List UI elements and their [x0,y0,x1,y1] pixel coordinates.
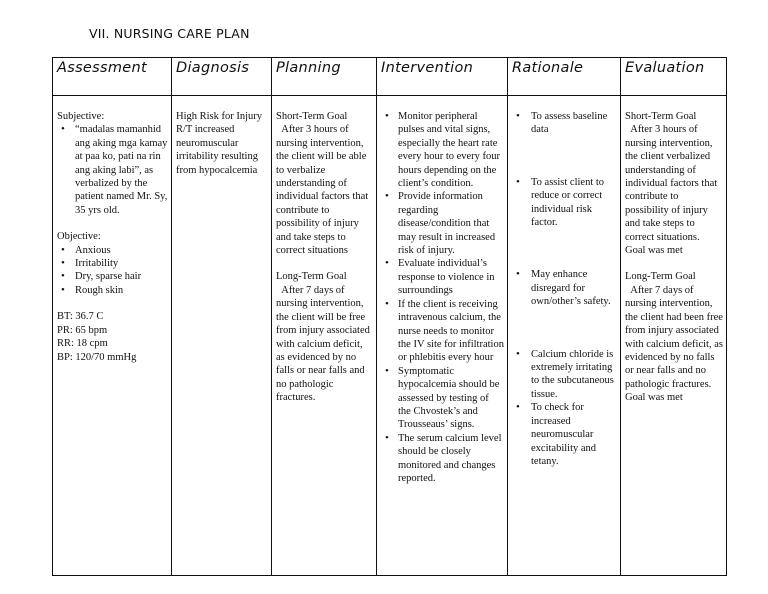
evaluation-cell [621,96,727,576]
rationale-item: • To assist client to reduce or correct individual risk factor. [512,176,617,230]
subjective-quote: • “madalas mamanhid ang aking mga kamay at paa ko, pati na rin ang aking labi”, as verbalized by the patient named Mr. Sy, 35 yrs old. [57,123,168,217]
rationale-list [512,110,617,468]
diagnosis-text: High Risk for Injury R/T increased neuromuscular irritability resulting from hypocalcemia [176,111,263,176]
planning-short-text: After 3 hours of nursing intervention, the client will be able to verbalize understanding of individual factors that contribute to possibility of injury and take steps to correct situations [276,124,371,257]
intervention-item: • Monitor peripheral pulses and vital signs, especially the heart rate every hour to every four hours depending on the client’s condition. [381,110,504,190]
intervention-item: • The serum calcium level should be closely monitored and changes reported. [381,432,504,486]
header-diagnosis: Diagnosis [172,58,272,96]
header-row [53,58,727,96]
objective-item: • Anxious [57,244,168,257]
intervention-item: • Provide information regarding disease/condition that may result in increased risk of injury. [381,190,504,257]
header-intervention: Intervention [377,58,508,96]
section-title: VII. NURSING CARE PLAN [89,26,250,41]
evaluation-long-text: After 7 days of nursing intervention, the client had been free from injury associated with calcium deficit, as evidenced by no falls or near falls and no pathologic fractures. [625,284,726,390]
header-planning: Planning [272,58,377,96]
planning-cell [272,96,377,576]
objective-list [57,244,168,298]
header-assessment: Assessment [53,58,172,96]
assessment-cell [53,96,172,576]
evaluation-short-result: Goal was met [625,245,683,257]
objective-item: • Irritability [57,257,168,270]
objective-item: • Dry, sparse hair [57,270,168,283]
evaluation-long-result: Goal was met [625,392,683,404]
rationale-item: • Calcium chloride is extremely irritating to the subcutaneous tissue. [512,348,617,402]
planning-short-label: Short-Term Goal [276,111,348,122]
nursing-care-plan-table [52,57,727,576]
vital-sign: BT: 36.7 C [57,311,104,323]
vital-sign: PR: 65 bpm [57,324,108,336]
evaluation-short-label: Short-Term Goal [625,111,697,122]
content-row [53,96,727,576]
rationale-item: • May enhance disregard for own/other’s safety. [512,268,617,308]
evaluation-short-text: After 3 hours of nursing intervention, the client verbalized understanding of individual factors that contribute to possibility of injury and take steps to correct situations. [625,124,720,243]
evaluation-long-label: Long-Term Goal [625,271,696,283]
rationale-item: • To check for increased neuromuscular excitability and tetany. [512,401,617,468]
objective-item: • Rough skin [57,284,168,297]
planning-long-text: After 7 days of nursing intervention, the client will be free from injury associated with calcium deficit, as evidenced by no falls or near falls and no pathologic fractures. [276,284,373,404]
rationale-item: • To assess baseline data [512,110,617,137]
intervention-list [381,110,504,485]
vital-sign: BP: 120/70 mmHg [57,351,137,363]
subjective-list [57,123,168,217]
objective-label: Objective: [57,231,101,243]
intervention-item: • Symptomatic hypocalcemia should be assessed by testing of the Chvostek’s and Trousseaus’ signs. [381,365,504,432]
rationale-cell [508,96,621,576]
header-evaluation: Evaluation [621,58,727,96]
header-rationale: Rationale [508,58,621,96]
subjective-label: Subjective: [57,111,105,122]
diagnosis-cell [172,96,272,576]
intervention-cell [377,96,508,576]
vital-sign: RR: 18 cpm [57,338,108,350]
intervention-item: • Evaluate individual’s response to violence in surroundings [381,257,504,297]
planning-long-label: Long-Term Goal [276,271,347,283]
intervention-item: • If the client is receiving intravenous calcium, the nurse needs to monitor the IV site for infiltration or phlebitis every hour [381,298,504,365]
